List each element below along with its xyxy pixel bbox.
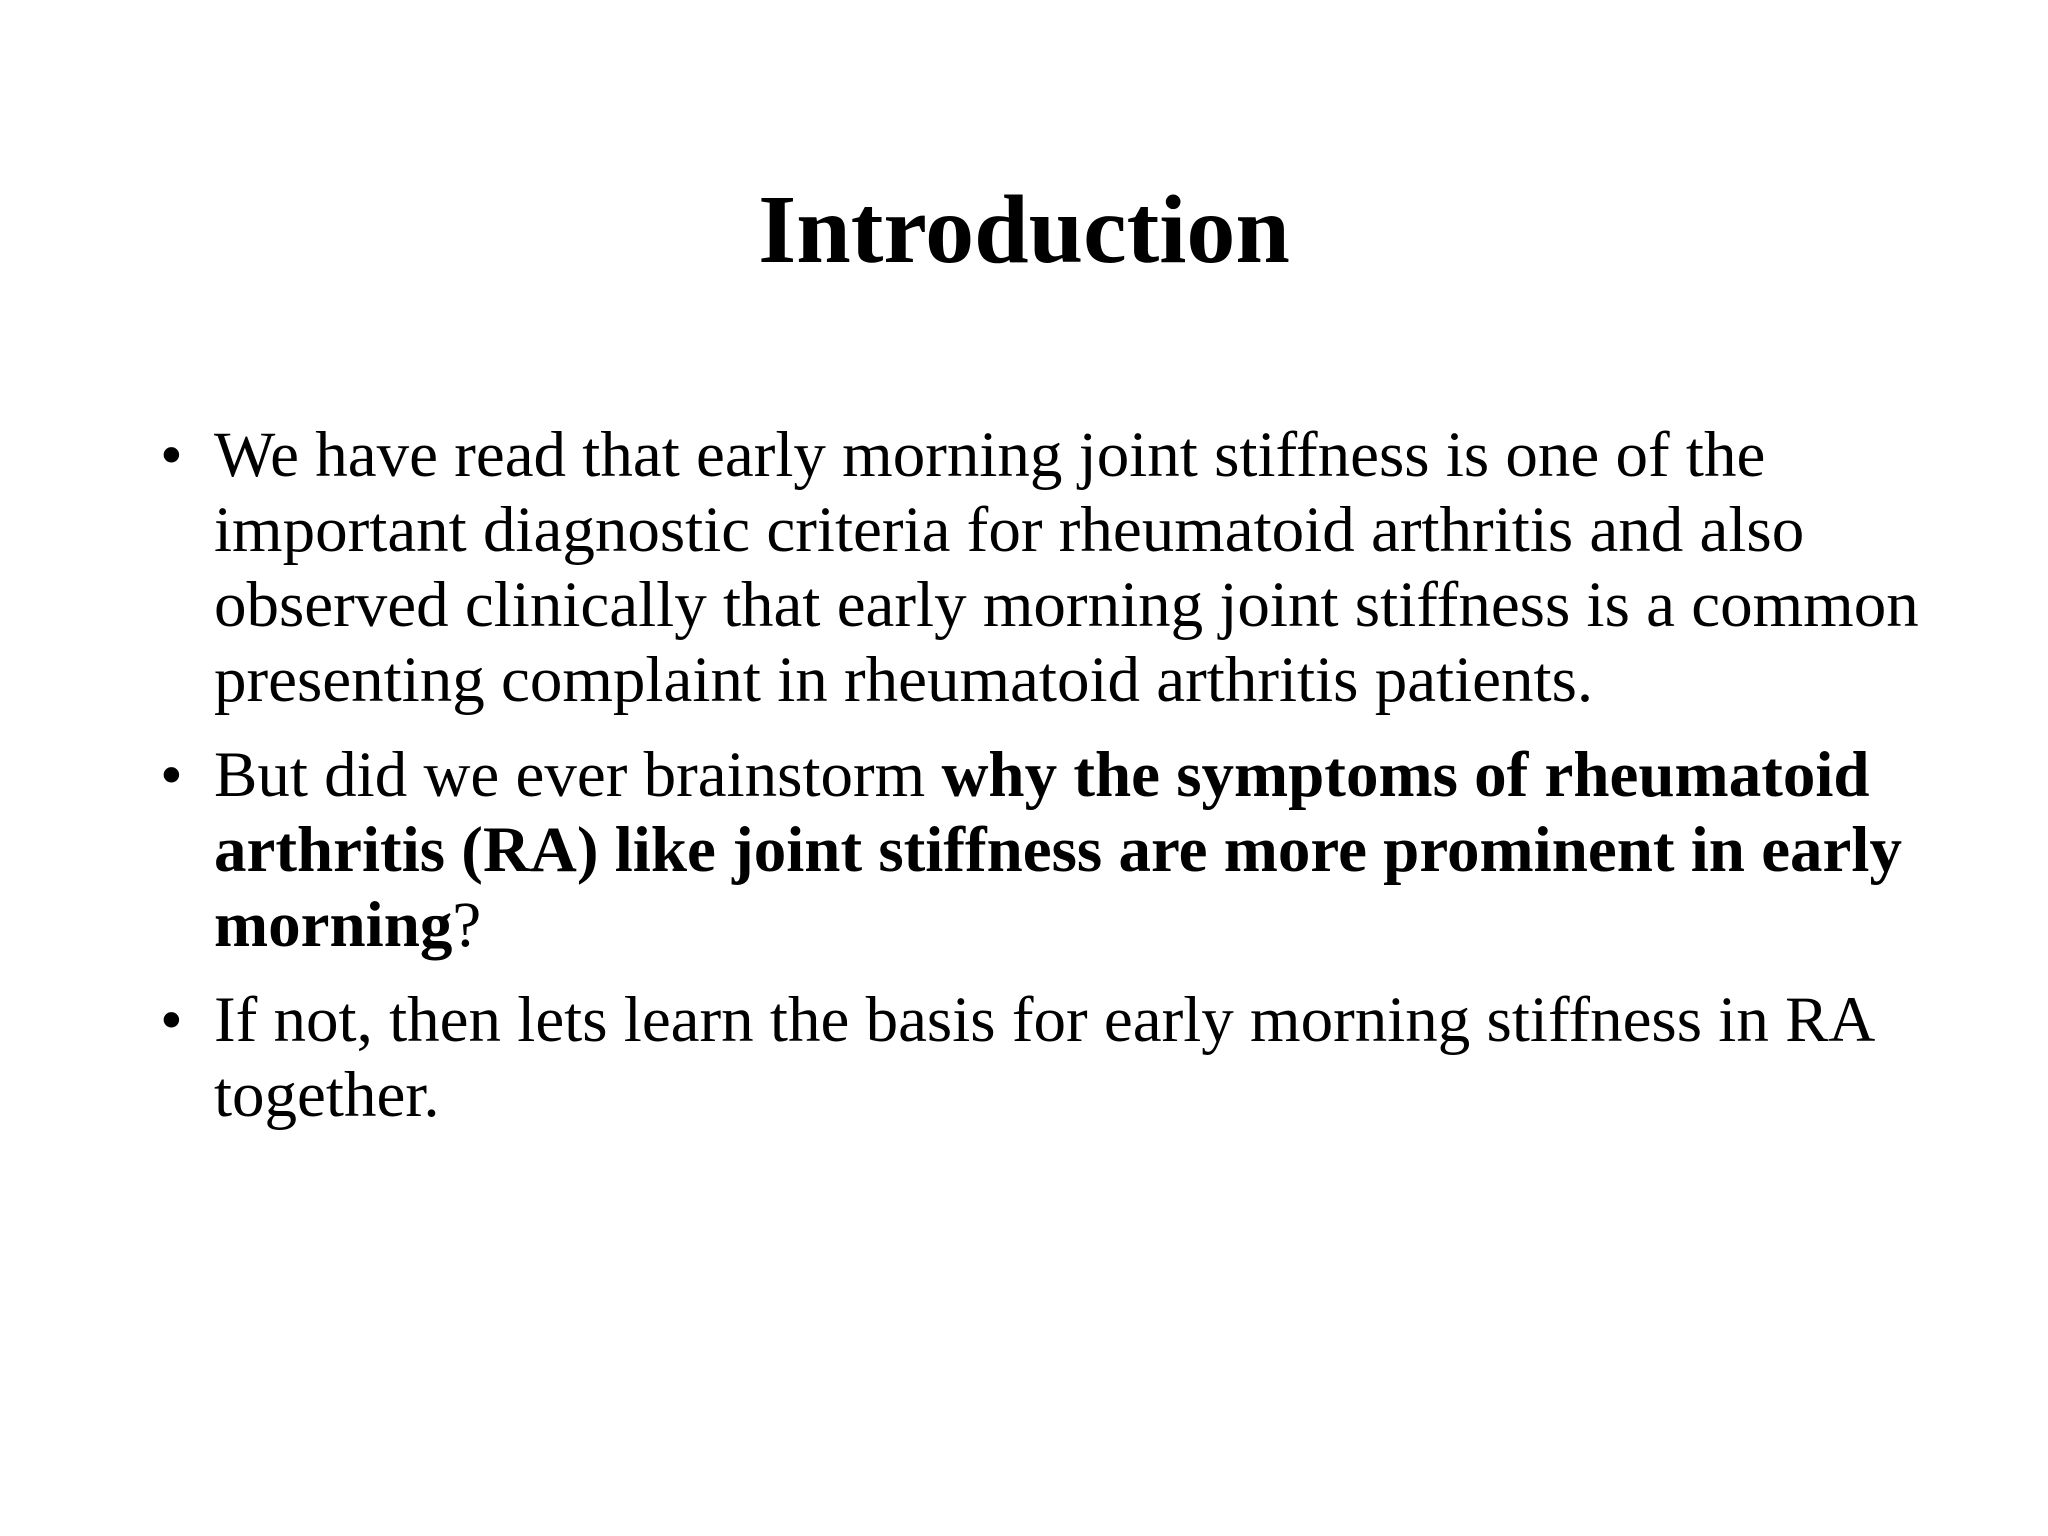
bullet-text: If not, then lets learn the basis for early morning stiffness in RA together. [214, 984, 1872, 1131]
bullet-item [160, 418, 1940, 718]
bullet-text-suffix: ? [452, 889, 482, 961]
bullet-item [160, 983, 1940, 1133]
bullet-marker: • [160, 739, 183, 811]
bullet-marker: • [160, 984, 183, 1056]
bullet-item [160, 738, 1940, 963]
bullet-text-emphasis: why the symptoms of rheumatoid arthritis (RA) like joint stiffness are more prominent in early morning [214, 739, 1902, 961]
bullet-text: We have read that early morning joint stiffness is one of the important diagnostic criteria for rheumatoid arthritis and also observed clinically that early morning joint stiffness is a common presenting complaint in rheumatoid arthritis patients. [214, 419, 1919, 716]
slide-title: Introduction [758, 176, 1290, 284]
bullet-list [160, 418, 1940, 1153]
bullet-text-prefix: But did we ever brainstorm [214, 739, 942, 811]
bullet-marker: • [160, 419, 183, 491]
